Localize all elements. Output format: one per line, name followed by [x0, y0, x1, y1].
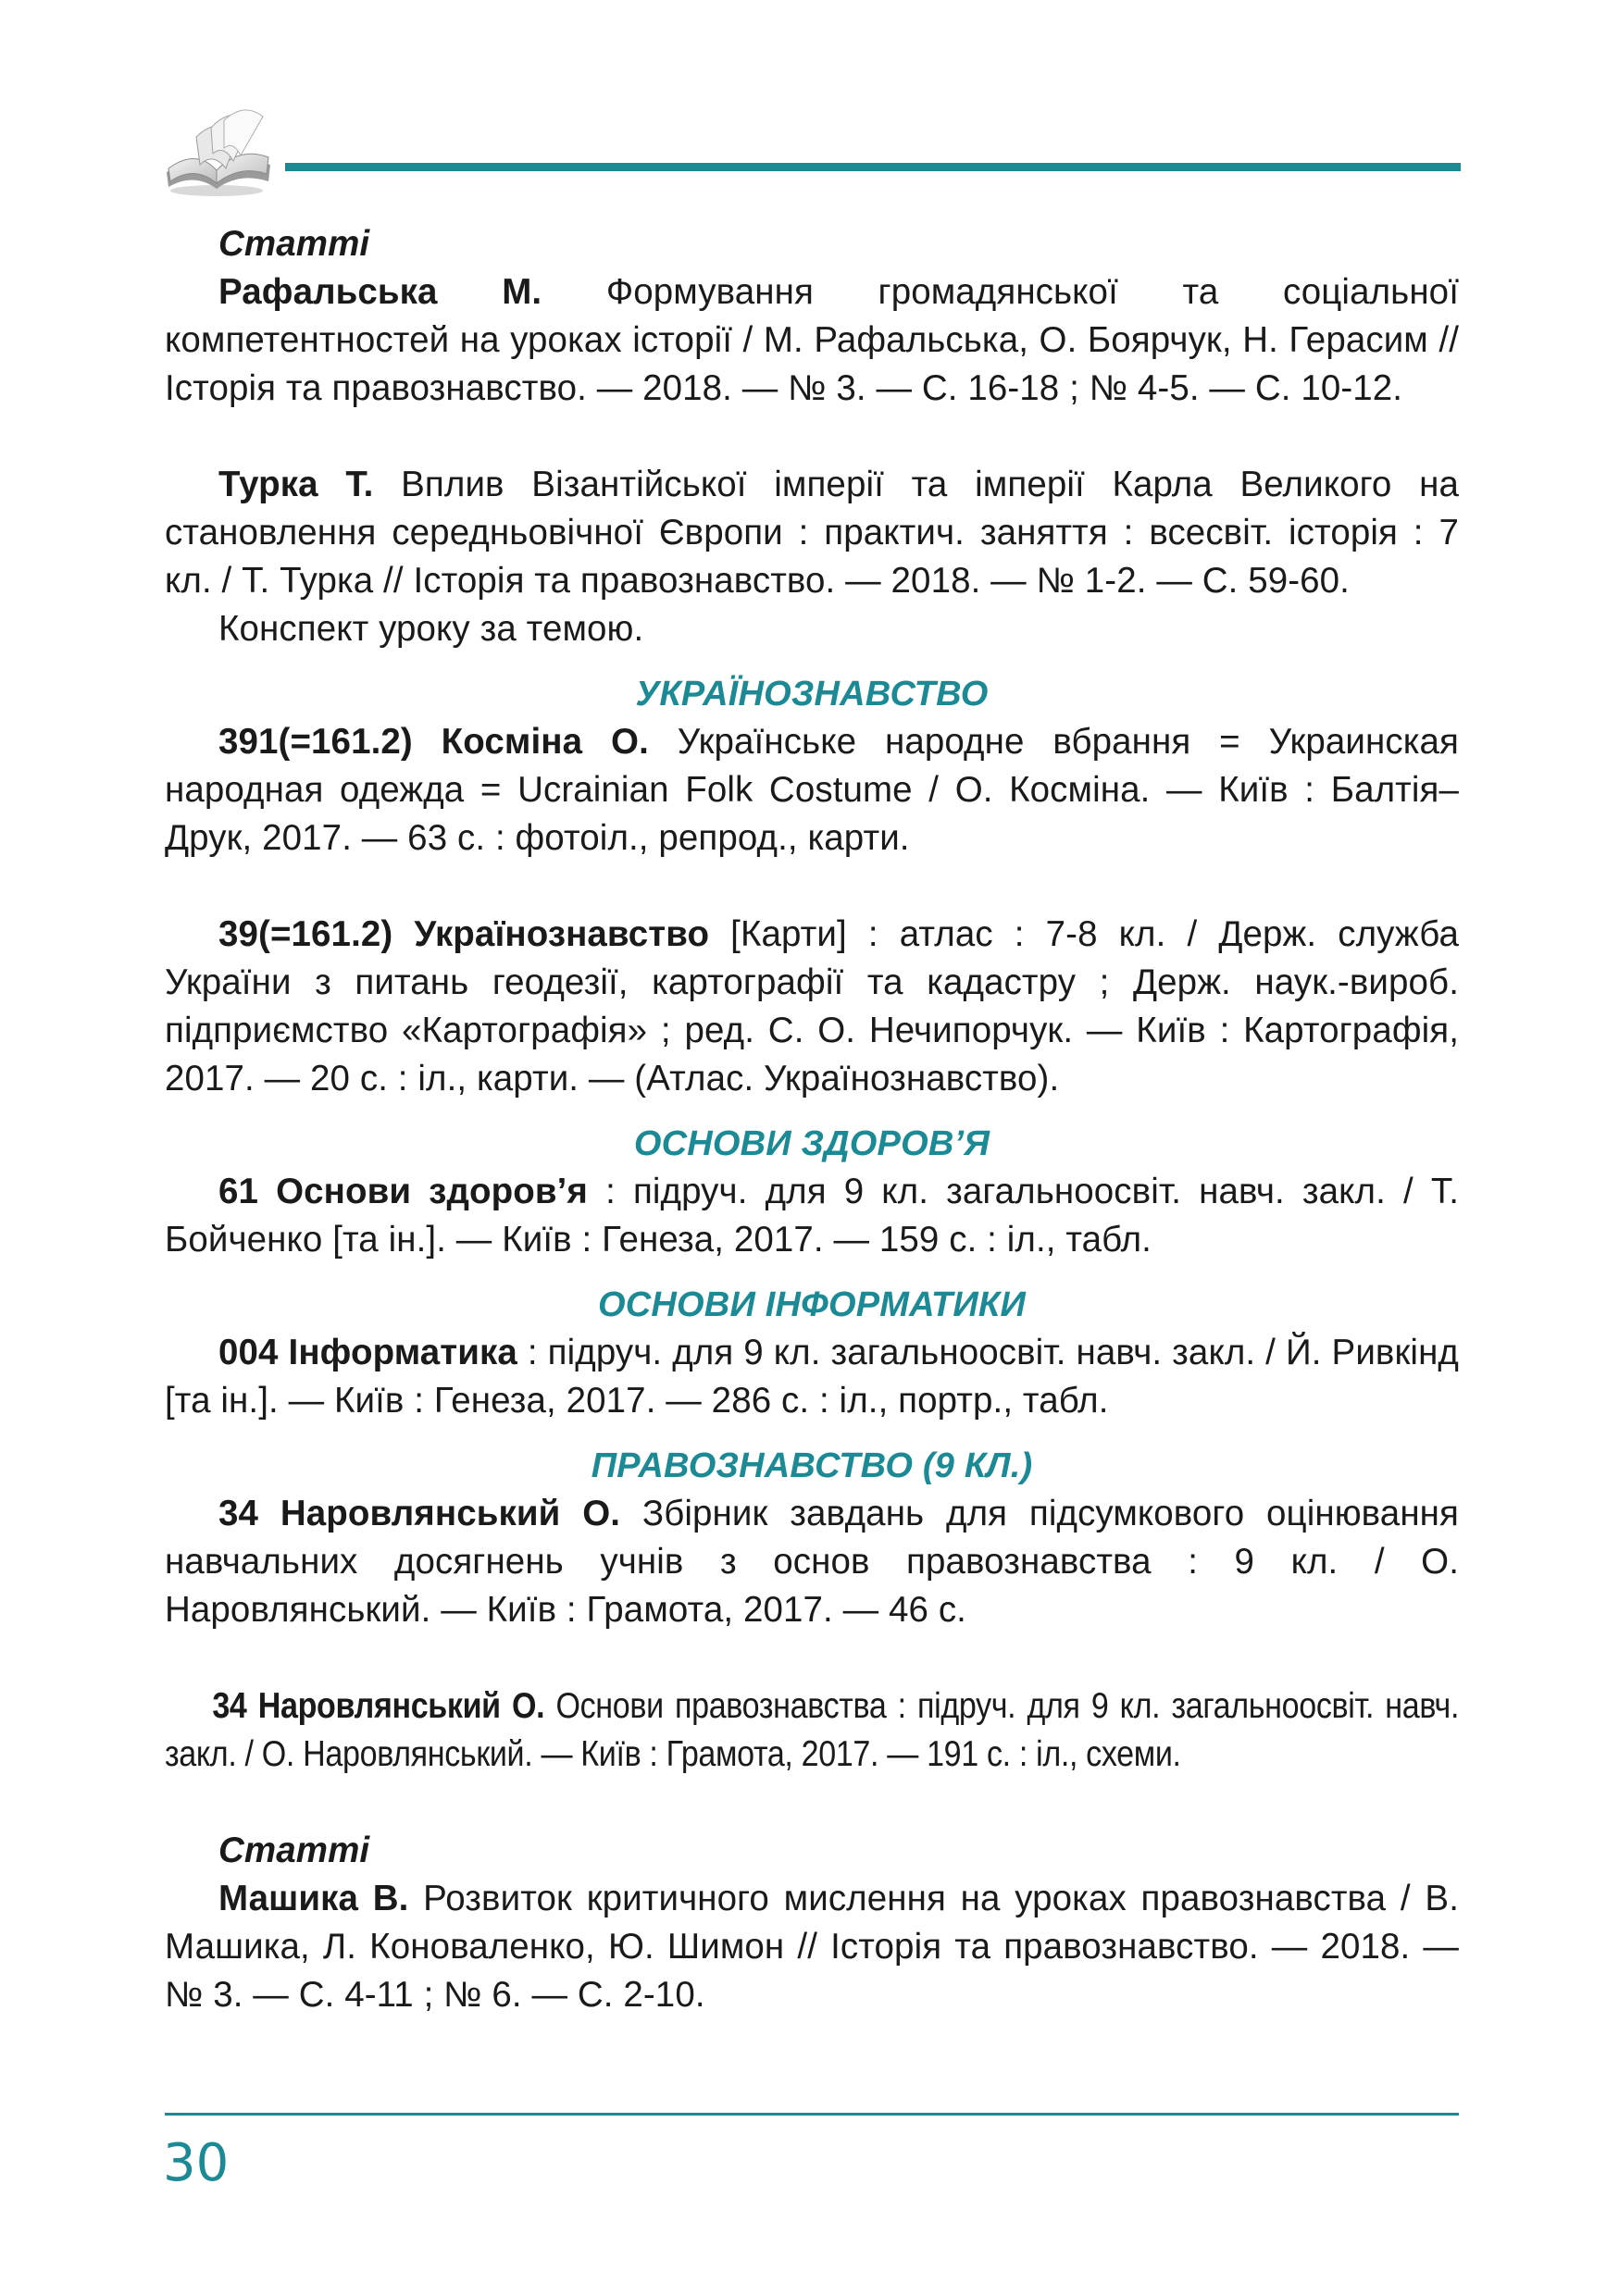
spacer	[165, 413, 1459, 461]
bibliography-entry	[165, 1875, 1459, 2019]
entry-heading: Машика В.	[218, 1879, 409, 1918]
footer-rule	[165, 2113, 1459, 2116]
entry-heading: 004 Інформатика	[218, 1333, 517, 1372]
entry-text: Вплив Візантійської імперії та імперії Карла Великого на становлення середньовічної Європи : практич. заняття : всесвіт. історія : 7 кл. / Т. Турка // Історія та правознавство. — 2018. — № 1-2. — С. 59-60.	[165, 465, 1459, 601]
bibliography-entry-wrap	[165, 911, 1459, 1103]
bibliography-entry-wrap	[165, 718, 1459, 863]
section-heading: ПРАВОЗНАВСТВО (9 КЛ.)	[591, 1446, 1033, 1485]
entry-heading: 391(=161.2) Косміна О.	[218, 722, 649, 762]
bibliography-entry	[165, 268, 1459, 413]
bibliography-entry	[165, 1490, 1459, 1634]
entry-heading: 61 Основи здоров’я	[218, 1172, 588, 1211]
entry-heading: 39(=161.2) Українознавство	[218, 914, 710, 954]
header-rule	[285, 163, 1461, 171]
entry-heading: Турка Т.	[218, 465, 374, 504]
entry-text: : підруч. для 9 кл. загальноосвіт. навч. закл. / Т. Бойченко [та ін.]. — Київ : Генеза, 2017. — 159 с. : іл., табл.	[165, 1172, 1459, 1260]
section-heading: ОСНОВИ ЗДОРОВ’Я	[633, 1124, 990, 1163]
bibliography-content	[165, 220, 1459, 2019]
page-number: 30	[163, 2133, 230, 2193]
section-heading: ОСНОВИ ІНФОРМАТИКИ	[598, 1285, 1026, 1324]
spacer	[165, 863, 1459, 911]
bibliography-entry-wrap	[165, 1329, 1459, 1425]
bibliography-entry-wrap	[165, 605, 1459, 653]
entry-text: Українське народне вбрання = Украинская народная одежда = Ucrainian Folk Costume / О. Косміна. — Київ : Балтія–Друк, 2017. — 63 с. : фотоіл., репрод., карти.	[165, 722, 1459, 858]
bibliography-entry-wrap	[165, 461, 1459, 605]
entry-text: [Карти] : атлас : 7-8 кл. / Держ. служба України з питань геодезії, картографії та кадастру ; Держ. наук.-вироб. підприємство «Картографія» ; ред. С. О. Нечипорчук. — Київ : Картографія, 2017. — 20 с. : іл., карти. — (Атлас. Українознавство).	[165, 914, 1459, 1098]
subheading: Статті	[218, 1831, 370, 1870]
entry-text: Збірник завдань для підсумкового оцінювання навчальних досягнень учнів з основ правознавства : 9 кл. / О. Наровлянський. — Київ : Грамота, 2017. — 46 с.	[165, 1494, 1459, 1630]
spacer	[165, 1779, 1459, 1827]
entry-text: : підруч. для 9 кл. загальноосвіт. навч. закл. / Й. Ривкінд [та ін.]. — Київ : Генеза, 2017. — 286 с. : іл., портр., табл.	[165, 1333, 1459, 1421]
bibliography-entry-wrap	[165, 1168, 1459, 1264]
bibliography-entry-wrap	[165, 268, 1459, 413]
bibliography-entry	[165, 461, 1459, 605]
bibliography-entry	[165, 718, 1459, 863]
spacer	[165, 1634, 1459, 1682]
bibliography-entry-wrap	[165, 1682, 1459, 1779]
open-book-icon	[159, 100, 278, 202]
bibliography-entry	[165, 1168, 1459, 1264]
entry-text: Формування громадянської та соціальної компетентностей на уроках історії / М. Рафальська, О. Боярчук, Н. Герасим // Історія та правознавство. — 2018. — № 3. — С. 16-18 ; № 4-5. — С. 10-12.	[165, 272, 1459, 408]
entry-heading: 34 Наровлянський О.	[212, 1686, 545, 1726]
entry-text: Основи правознавства : підруч. для 9 кл. загальноосвіт. навч. закл. / О. Наровлянський. — Київ : Грамота, 2017. — 191 с. : іл., схеми.	[165, 1686, 1460, 1774]
bibliography-entry-wrap	[165, 1875, 1459, 2019]
section-heading: УКРАЇНОЗНАВСТВО	[635, 675, 989, 714]
bibliography-entry	[165, 605, 1459, 653]
entry-heading: 34 Наровлянський О.	[218, 1494, 621, 1533]
bibliography-entry	[165, 911, 1459, 1103]
bibliography-entry	[165, 1682, 1459, 1779]
bibliography-entry-wrap	[165, 1490, 1459, 1634]
subheading: Статті	[218, 224, 370, 264]
entry-heading: Рафальська М.	[218, 272, 542, 312]
entry-text: Конспект уроку за темою.	[218, 609, 644, 649]
entry-text: Розвиток критичного мислення на уроках правознавства / В. Машика, Л. Коноваленко, Ю. Шимон // Історія та правознавство. — 2018. — № 3. — С. 4-11 ; № 6. — С. 2-10.	[165, 1879, 1459, 2015]
bibliography-entry	[165, 1329, 1459, 1425]
